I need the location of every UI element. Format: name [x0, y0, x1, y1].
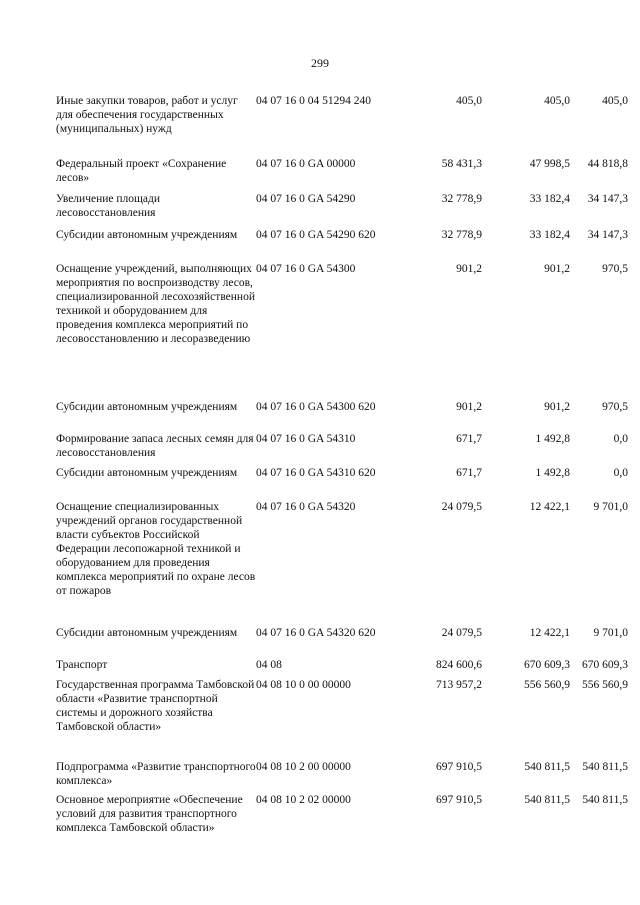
row-value-1: 32 778,9: [441, 229, 482, 241]
row-value-3: 670 609,3: [582, 659, 628, 671]
row-value-2: 540 811,5: [524, 794, 570, 806]
row-name: Основное мероприятие «Обеспечение условий для развития транспортного комплекса Тамбовской области»: [56, 794, 243, 834]
row-code: 04 07 16 0 GA 54290 620: [256, 229, 376, 241]
row-value-3: 34 147,3: [587, 229, 628, 241]
row-name: Увеличение площади лесовосстановления: [56, 193, 160, 219]
row-name: Субсидии автономным учреждениям: [56, 467, 238, 479]
row-value-1: 405,0: [456, 95, 482, 107]
row-value-3: 970,5: [602, 401, 628, 413]
row-value-3: 34 147,3: [587, 193, 628, 205]
row-code: 04 08 10 2 02 00000: [256, 794, 351, 806]
row-value-2: 901,2: [544, 401, 570, 413]
row-value-2: 556 560,9: [524, 679, 570, 691]
row-value-3: 9 701,0: [593, 501, 628, 513]
row-code: 04 07 16 0 GA 54300: [256, 263, 356, 275]
row-value-3: 44 818,8: [587, 158, 628, 170]
row-name: Государственная программа Тамбовской области «Развитие транспортной системы и дорожного хозяйства Тамбовской области»: [56, 679, 255, 733]
row-value-1: 697 910,5: [436, 794, 482, 806]
row-value-3: 540 811,5: [582, 794, 628, 806]
row-value-1: 32 778,9: [441, 193, 482, 205]
row-value-3: 556 560,9: [582, 679, 628, 691]
row-value-2: 1 492,8: [535, 433, 570, 445]
row-code: 04 07 16 0 GA 54300 620: [256, 401, 376, 413]
row-value-1: 713 957,2: [436, 679, 482, 691]
row-value-2: 670 609,3: [524, 659, 570, 671]
row-value-2: 901,2: [544, 263, 570, 275]
row-code: 04 07 16 0 GA 54310 620: [256, 467, 376, 479]
row-value-2: 33 182,4: [529, 193, 570, 205]
row-value-2: 540 811,5: [524, 761, 570, 773]
row-name: Субсидии автономным учреждениям: [56, 627, 238, 639]
row-value-3: 0,0: [613, 467, 628, 479]
row-code: 04 08 10 2 00 00000: [256, 761, 351, 773]
row-value-1: 697 910,5: [436, 761, 482, 773]
row-name: Формирование запаса лесных семян для лесовосстановления: [56, 433, 254, 459]
row-value-3: 970,5: [602, 263, 628, 275]
row-value-1: 901,2: [456, 401, 482, 413]
row-value-1: 901,2: [456, 263, 482, 275]
row-value-2: 12 422,1: [529, 501, 570, 513]
row-code: 04 07 16 0 GA 54310: [256, 433, 356, 445]
row-value-1: 24 079,5: [441, 627, 482, 639]
row-code: 04 08: [256, 659, 282, 671]
row-value-3: 9 701,0: [593, 627, 628, 639]
row-value-1: 824 600,6: [436, 659, 482, 671]
row-code: 04 07 16 0 04 51294 240: [256, 95, 371, 107]
row-value-1: 24 079,5: [441, 501, 482, 513]
row-name: Иные закупки товаров, работ и услуг для обеспечения государственных (муниципальных) нужд: [56, 95, 238, 135]
row-value-3: 540 811,5: [582, 761, 628, 773]
row-code: 04 07 16 0 GA 54320: [256, 501, 356, 513]
row-name: Субсидии автономным учреждениям: [56, 229, 238, 241]
page-number: 299: [311, 56, 329, 70]
row-name: Транспорт: [56, 659, 108, 671]
row-name: Федеральный проект «Сохранение лесов»: [56, 158, 227, 184]
row-value-2: 1 492,8: [535, 467, 570, 479]
row-name: Оснащение специализированных учреждений органов государственной власти субъектов Российской Федерации лесопожарной техникой и оборудованием для проведения комплекса мероприятий по охране лесов от пожаров: [56, 501, 256, 597]
row-name: Субсидии автономным учреждениям: [56, 401, 238, 413]
row-value-3: 0,0: [613, 433, 628, 445]
row-value-1: 671,7: [456, 433, 482, 445]
row-value-1: 58 431,3: [441, 158, 482, 170]
row-code: 04 07 16 0 GA 54290: [256, 193, 356, 205]
row-code: 04 07 16 0 GA 00000: [256, 158, 356, 170]
row-name: Подпрограмма «Развитие транспортного комплекса»: [56, 761, 256, 787]
row-code: 04 08 10 0 00 00000: [256, 679, 351, 691]
row-name: Оснащение учреждений, выполняющих мероприятия по воспроизводству лесов, специализированной лесохозяйственной техникой и оборудованием для проведения комплекса мероприятий по лесовосстановлению и лесоразведению: [56, 263, 255, 345]
row-value-2: 405,0: [544, 95, 570, 107]
row-code: 04 07 16 0 GA 54320 620: [256, 627, 376, 639]
row-value-1: 671,7: [456, 467, 482, 479]
row-value-2: 47 998,5: [529, 158, 570, 170]
row-value-2: 33 182,4: [529, 229, 570, 241]
row-value-3: 405,0: [602, 95, 628, 107]
row-value-2: 12 422,1: [529, 627, 570, 639]
